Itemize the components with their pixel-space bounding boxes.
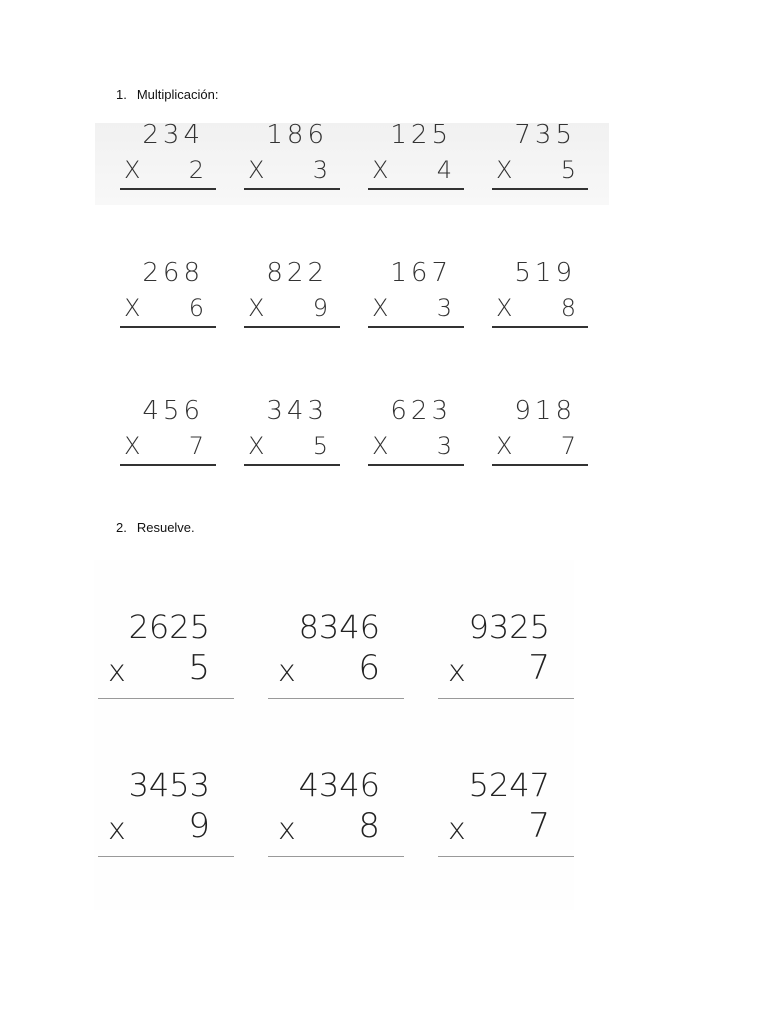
multiplicand: 8346 — [298, 608, 380, 646]
multiplier: 8 — [358, 806, 380, 846]
multiplicand: 3453 — [128, 766, 210, 804]
answer-line — [120, 188, 216, 190]
section-1-heading — [116, 87, 219, 102]
times-sign: X — [124, 432, 141, 460]
multiplication-problem — [110, 396, 220, 466]
multiplication-problem — [482, 120, 592, 190]
times-sign: x — [278, 654, 296, 689]
times-sign: x — [278, 812, 296, 847]
multiplier: 3 — [312, 156, 328, 184]
times-sign: X — [496, 156, 513, 184]
multiplicand: 343 — [266, 396, 328, 426]
multiplication-problem — [110, 120, 220, 190]
multiplication-problem — [358, 120, 468, 190]
answer-line — [244, 464, 340, 466]
multiplier: 2 — [188, 156, 204, 184]
multiplication-problem — [268, 608, 404, 708]
multiplicand: 519 — [514, 258, 576, 288]
multiplicand: 9325 — [468, 608, 550, 646]
answer-line — [98, 698, 234, 699]
section-1-number: 1. — [116, 87, 127, 102]
multiplier: 7 — [560, 432, 576, 460]
multiplicand: 167 — [390, 258, 452, 288]
printed-problems-grid — [98, 608, 608, 866]
multiplier: 5 — [560, 156, 576, 184]
multiplicand: 918 — [514, 396, 576, 426]
multiplication-problem — [98, 608, 234, 708]
multiplicand: 125 — [390, 120, 452, 150]
multiplicand: 2625 — [128, 608, 210, 646]
answer-line — [244, 188, 340, 190]
answer-line — [438, 856, 574, 857]
times-sign: X — [372, 156, 389, 184]
multiplication-problem — [482, 258, 592, 328]
multiplicand: 268 — [142, 258, 204, 288]
multiplication-problem — [358, 396, 468, 466]
answer-line — [438, 698, 574, 699]
multiplication-problem — [438, 766, 574, 866]
times-sign: x — [448, 812, 466, 847]
answer-line — [244, 326, 340, 328]
answer-line — [368, 464, 464, 466]
times-sign: X — [124, 156, 141, 184]
answer-line — [492, 326, 588, 328]
section-2-title: Resuelve. — [136, 520, 195, 535]
section-1-title: Multiplicación: — [136, 87, 219, 102]
answer-line — [492, 188, 588, 190]
times-sign: x — [108, 654, 126, 689]
answer-line — [368, 326, 464, 328]
section-2-number: 2. — [116, 520, 127, 535]
answer-line — [120, 326, 216, 328]
multiplier: 8 — [560, 294, 576, 322]
answer-line — [98, 856, 234, 857]
multiplication-problem — [268, 766, 404, 866]
multiplier: 7 — [528, 806, 550, 846]
multiplication-problem — [438, 608, 574, 708]
multiplicand: 735 — [514, 120, 576, 150]
multiplier: 7 — [528, 648, 550, 688]
multiplier: 6 — [358, 648, 380, 688]
answer-line — [492, 464, 588, 466]
answer-line — [268, 856, 404, 857]
multiplicand: 4346 — [298, 766, 380, 804]
answer-line — [268, 698, 404, 699]
handwritten-problems-grid — [110, 120, 606, 466]
section-2-heading — [116, 520, 195, 535]
multiplier: 7 — [188, 432, 204, 460]
multiplicand: 234 — [142, 120, 204, 150]
multiplier: 5 — [188, 648, 210, 688]
times-sign: X — [248, 432, 265, 460]
multiplier: 4 — [436, 156, 452, 184]
multiplication-problem — [482, 396, 592, 466]
times-sign: X — [496, 432, 513, 460]
times-sign: X — [372, 294, 389, 322]
multiplier: 9 — [312, 294, 328, 322]
multiplicand: 5247 — [468, 766, 550, 804]
times-sign: X — [124, 294, 141, 322]
multiplier: 9 — [188, 806, 210, 846]
times-sign: X — [248, 156, 265, 184]
multiplication-problem — [234, 258, 344, 328]
times-sign: x — [448, 654, 466, 689]
multiplicand: 186 — [266, 120, 328, 150]
multiplication-problem — [358, 258, 468, 328]
times-sign: X — [372, 432, 389, 460]
multiplicand: 623 — [390, 396, 452, 426]
multiplication-problem — [234, 396, 344, 466]
answer-line — [368, 188, 464, 190]
multiplier: 6 — [188, 294, 204, 322]
times-sign: X — [496, 294, 513, 322]
multiplier: 3 — [436, 294, 452, 322]
multiplier: 5 — [312, 432, 328, 460]
multiplicand: 456 — [142, 396, 204, 426]
times-sign: x — [108, 812, 126, 847]
multiplication-problem — [98, 766, 234, 866]
multiplicand: 822 — [266, 258, 328, 288]
multiplier: 3 — [436, 432, 452, 460]
times-sign: X — [248, 294, 265, 322]
multiplication-problem — [234, 120, 344, 190]
answer-line — [120, 464, 216, 466]
multiplication-problem — [110, 258, 220, 328]
